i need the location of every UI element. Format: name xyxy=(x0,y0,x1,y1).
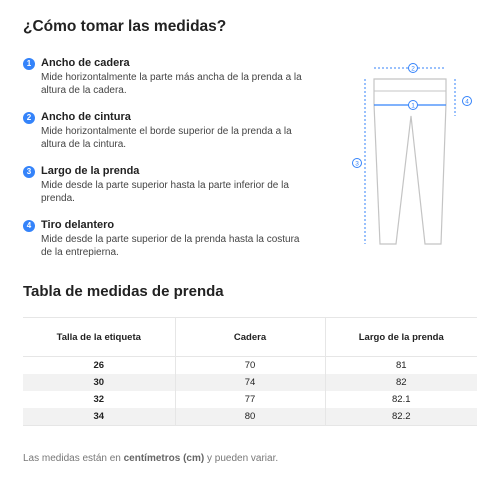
header-size-label: Talla de la etiqueta xyxy=(23,318,175,357)
step-number-badge: 4 xyxy=(23,220,35,232)
step-number-badge: 2 xyxy=(23,112,35,124)
length-cell: 81 xyxy=(395,360,407,371)
table-row xyxy=(23,391,477,408)
size-cell: 26 xyxy=(23,357,175,375)
header-length: Largo de la prenda xyxy=(325,318,477,357)
units-note-text: Las medidas están en xyxy=(23,453,124,464)
step-description: Mide desde la parte superior hasta la parte inferior de la prenda. xyxy=(41,180,289,204)
size-table-header-row xyxy=(23,318,477,357)
marker-4-label: 4 xyxy=(465,98,469,106)
hip-cell: 70 xyxy=(175,357,325,375)
hip-cell: 77 xyxy=(175,391,325,408)
marker-1-label: 1 xyxy=(411,102,415,110)
hip-cell: 80 xyxy=(175,408,325,426)
how-to-measure-title: ¿Cómo tomar las medidas? xyxy=(23,18,227,35)
table-row xyxy=(23,374,477,391)
table-row xyxy=(23,357,477,375)
size-table xyxy=(23,317,477,426)
header-hip: Cadera xyxy=(175,318,325,357)
step-number-badge: 3 xyxy=(23,166,35,178)
step-description: Mide desde la parte superior de la prenda hasta la costura de la entrepierna. xyxy=(41,234,300,258)
length-cell: 82.2 xyxy=(325,408,477,426)
pants-measurement-illustration xyxy=(345,56,480,256)
length-cell: 82 xyxy=(325,374,477,391)
step-title: Tiro delantero xyxy=(41,219,115,231)
hip-cell: 74 xyxy=(175,374,325,391)
step-title: Largo de la prenda xyxy=(41,165,140,177)
size-cell: 32 xyxy=(23,391,175,408)
table-row xyxy=(23,408,477,426)
step-title: Ancho de cadera xyxy=(41,57,130,69)
size-cell: 30 xyxy=(23,374,175,391)
units-note-text-end: y pueden variar. xyxy=(204,453,279,464)
marker-3-label: 3 xyxy=(355,160,359,168)
step-number-badge: 1 xyxy=(23,58,35,70)
size-cell: 34 xyxy=(23,408,175,426)
units-note-bold: centímetros (cm) xyxy=(123,453,205,464)
length-cell: 82.1 xyxy=(392,394,411,405)
marker-2-label: 2 xyxy=(411,65,415,73)
step-title: Ancho de cintura xyxy=(41,111,131,123)
step-description: Mide horizontalmente la parte más ancha de la prenda a la altura de la cadera. xyxy=(41,72,302,96)
size-table-title: Tabla de medidas de prenda xyxy=(23,283,224,300)
step-description: Mide horizontalmente el borde superior de la prenda a la altura de la cintura. xyxy=(41,126,292,150)
units-note xyxy=(23,453,278,464)
